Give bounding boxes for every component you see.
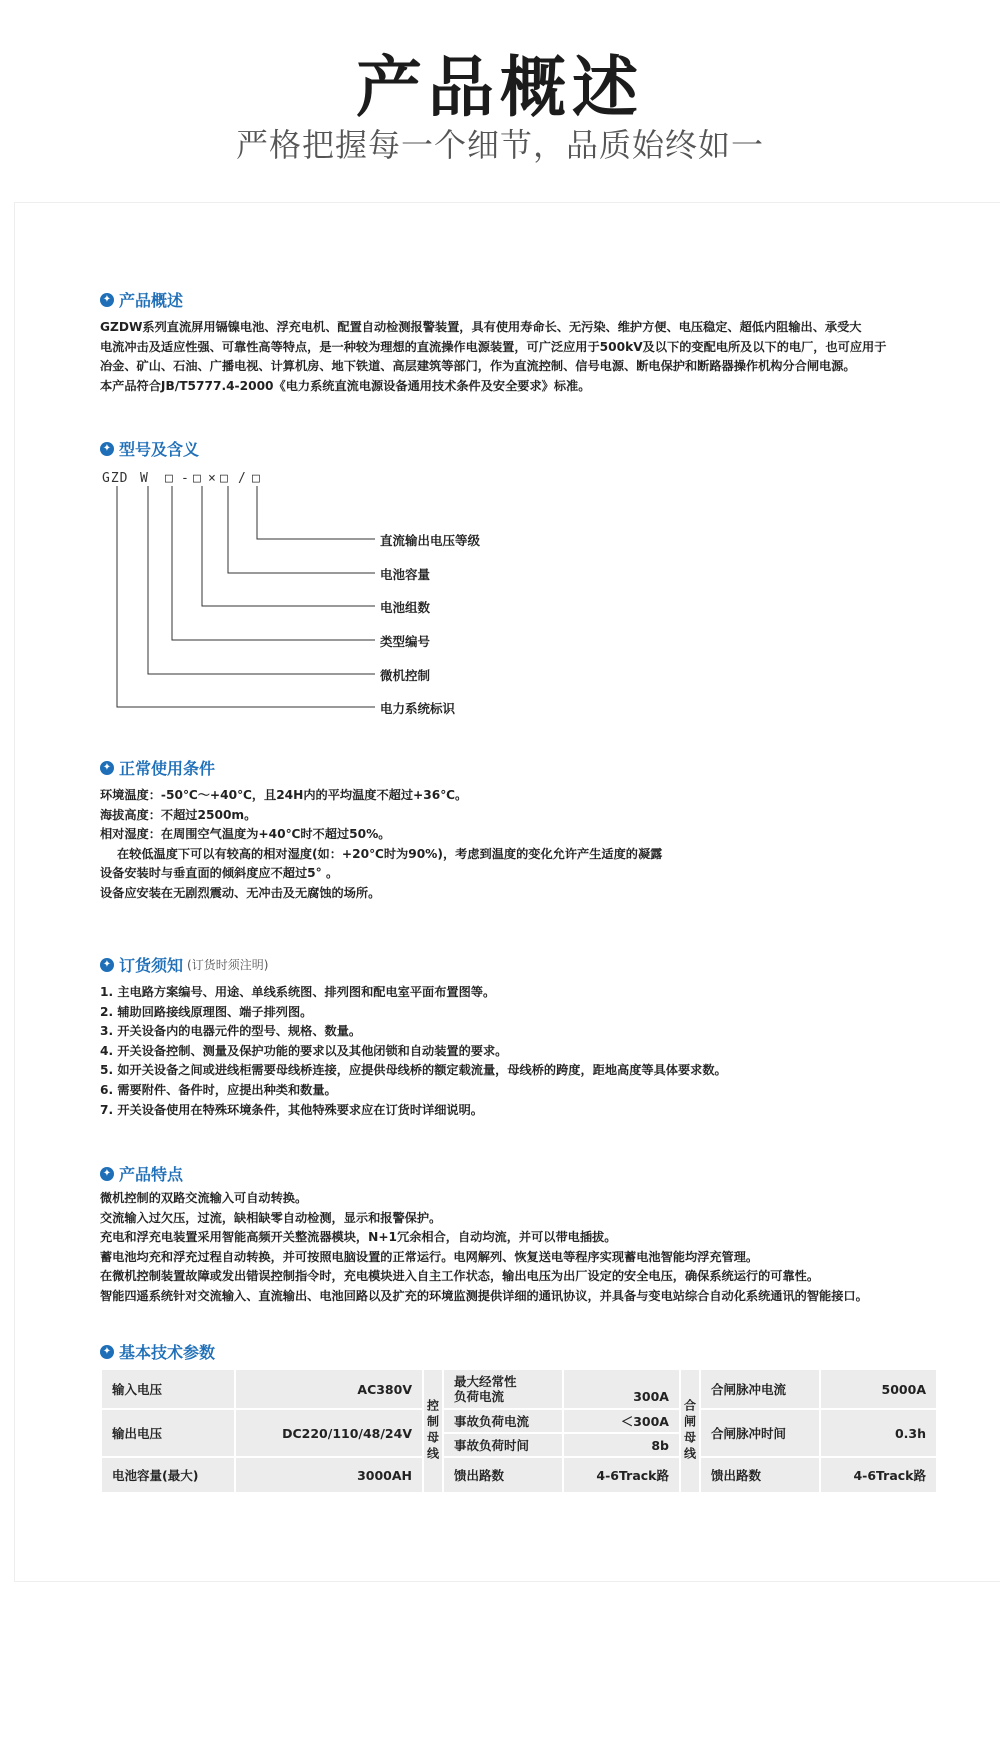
param-label: 事故负荷时间: [443, 1433, 563, 1457]
param-value: 300A: [563, 1369, 680, 1409]
param-value: 3000AH: [235, 1457, 423, 1493]
page-title: 产品概述: [356, 49, 644, 126]
overview-text: [100, 318, 940, 396]
ordering-line: 7. 开关设备使用在特殊环境条件，其他特殊要求应在订货时详细说明。: [100, 1102, 483, 1117]
section-ordering-title: ✦ 订货须知 (订货时须注明): [100, 953, 268, 976]
overview-line: 本产品符合JB/T5777.4-2000《电力系统直流电源设备通用技术条件及安全要求》标准。: [100, 378, 591, 393]
line-voltage: [257, 486, 375, 539]
param-value: 0.3h: [820, 1409, 937, 1457]
conditions-line: 在较低温度下可以有较高的相对湿度(如：+20℃时为90%)，考虑到温度的变化允许产生适度的凝露: [100, 846, 663, 861]
ordering-note: (订货时须注明): [187, 958, 269, 972]
conditions-line: 相对湿度：在周围空气温度为+40℃时不超过50%。: [100, 827, 391, 842]
param-value: AC380V: [235, 1369, 423, 1409]
overview-line: 电流冲击及适应性强、可靠性高等特点，是一种较为理想的直流操作电源装置，可广泛应用于500kV及以下的变配电所及以下的电厂，也可应用于: [100, 339, 887, 354]
param-value: 4-6Track路: [563, 1457, 680, 1493]
param-value: 8b: [563, 1433, 680, 1457]
line-micro: [148, 486, 375, 674]
param-label: 输出电压: [101, 1409, 235, 1457]
section-conditions-title: ✦ 正常使用条件: [100, 756, 215, 779]
features-line: 蓄电池均充和浮充过程自动转换，并可按照电脑设置的正常运行。电网解列、恢复送电等程序实现蓄电池智能均浮充管理。: [100, 1249, 759, 1264]
code-part: □: [193, 471, 202, 486]
code-part: GZD: [102, 471, 129, 486]
diagram-label: 直流输出电压等级: [380, 533, 481, 548]
star-icon: ✦: [100, 1167, 114, 1181]
ordering-line: 4. 开关设备控制、测量及保护功能的要求以及其他闭锁和自动装置的要求。: [100, 1043, 508, 1058]
section-overview-title: ✦ 产品概述: [100, 288, 183, 311]
star-icon: ✦: [100, 761, 114, 775]
code-part: /: [238, 471, 247, 486]
conditions-line: 环境温度：-50℃～+40℃，且24H内的平均温度不超过+36℃。: [100, 788, 468, 802]
param-label: 合闸脉冲时间: [700, 1409, 820, 1457]
code-part: W: [140, 471, 149, 486]
section-model-title: ✦ 型号及含义: [100, 437, 199, 460]
page-subtitle: 严格把握每一个细节，品质始终如一: [235, 126, 764, 164]
features-line: 智能四遥系统针对交流输入、直流输出、电池回路以及扩充的环境监测提供详细的通讯协议，并具备与变电站综合自动化系统通讯的智能接口。: [100, 1288, 868, 1303]
features-text: [100, 1189, 940, 1307]
section-params-title: ✦ 基本技术参数: [100, 1340, 215, 1363]
ordering-text: [100, 983, 940, 1120]
overview-line: GZDW系列直流屏用镉镍电池、浮充电机、配置自动检测报警装置，具有使用寿命长、无污染、维护方便、电压稳定、超低内阻输出、承受大: [100, 320, 862, 334]
param-label: 馈出路数: [700, 1457, 820, 1493]
param-label: 输入电压: [101, 1369, 235, 1409]
param-label: 馈出路数: [443, 1457, 563, 1493]
conditions-line: 设备应安装在无剧烈震动、无冲击及无腐蚀的场所。: [100, 885, 381, 900]
param-value: 4-6Track路: [820, 1457, 937, 1493]
diagram-label: 电池容量: [380, 567, 431, 582]
model-diagram-lines: [100, 486, 400, 712]
table-row: [101, 1409, 937, 1433]
ordering-line: 5. 如开关设备之间或进线柜需要母线桥连接，应提供母线桥的额定载流量，母线桥的跨度，距地高度等具体要求数。: [100, 1063, 727, 1078]
line-capacity: [228, 486, 375, 573]
overview-line: 冶金、矿山、石油、广播电视、计算机房、地下铁道、高层建筑等部门，作为直流控制、信号电源、断电保护和断路器操作机构分合闸电源。: [100, 359, 856, 374]
code-part: □: [165, 471, 174, 486]
features-line: 在微机控制装置故障或发出错误控制指令时，充电模块进入自主工作状态，输出电压为出厂设定的安全电压，确保系统运行的可靠性。: [100, 1269, 820, 1284]
section-features-title: ✦ 产品特点: [100, 1162, 183, 1185]
param-label: 事故负荷电流: [443, 1409, 563, 1433]
features-line: 充电和浮充电装置采用智能高频开关整流器模块，N+1冗余相合，自动均流，并可以带电插拔。: [100, 1230, 617, 1245]
diagram-label: 类型编号: [380, 634, 431, 649]
conditions-text: [100, 786, 940, 904]
code-part: ×: [208, 471, 217, 486]
conditions-line: 海拔高度：不超过2500m。: [100, 807, 257, 822]
ordering-line: 3. 开关设备内的电器元件的型号、规格、数量。: [100, 1024, 362, 1039]
star-icon: ✦: [100, 442, 114, 456]
star-icon: ✦: [100, 1345, 114, 1359]
param-value: DC220/110/48/24V: [235, 1409, 423, 1457]
group-label-control: 控制母线: [423, 1369, 443, 1493]
features-line: 微机控制的双路交流输入可自动转换。: [100, 1191, 308, 1205]
diagram-label: 电池组数: [380, 600, 431, 615]
params-table: [100, 1368, 938, 1494]
star-icon: ✦: [100, 293, 114, 307]
param-value: 5000A: [820, 1369, 937, 1409]
ordering-line: 1. 主电路方案编号、用途、单线系统图、排列图和配电室平面布置图等。: [100, 985, 496, 999]
features-line: 交流输入过欠压，过流，缺相缺零自动检测，显示和报警保护。: [100, 1210, 442, 1225]
ordering-line: 6. 需要附件、备件时，应提出种类和数量。: [100, 1082, 337, 1097]
diagram-label: 微机控制: [380, 668, 431, 683]
conditions-line: 设备安装时与垂直面的倾斜度应不超过5° 。: [100, 866, 339, 881]
param-label: 电池容量(最大): [101, 1457, 235, 1493]
code-part: -: [181, 471, 190, 486]
diagram-label: 电力系统标识: [380, 701, 456, 716]
param-label: 合闸脉冲电流: [700, 1369, 820, 1409]
param-value: ＜300A: [563, 1409, 680, 1433]
ordering-line: 2. 辅助回路接线原理图、端子排列图。: [100, 1004, 313, 1019]
group-label-closing: 合闸母线: [680, 1369, 700, 1493]
param-label: 最大经常性 负荷电流: [443, 1369, 563, 1409]
star-icon: ✦: [100, 958, 114, 972]
code-part: □: [220, 471, 229, 486]
code-part: □: [252, 471, 261, 486]
